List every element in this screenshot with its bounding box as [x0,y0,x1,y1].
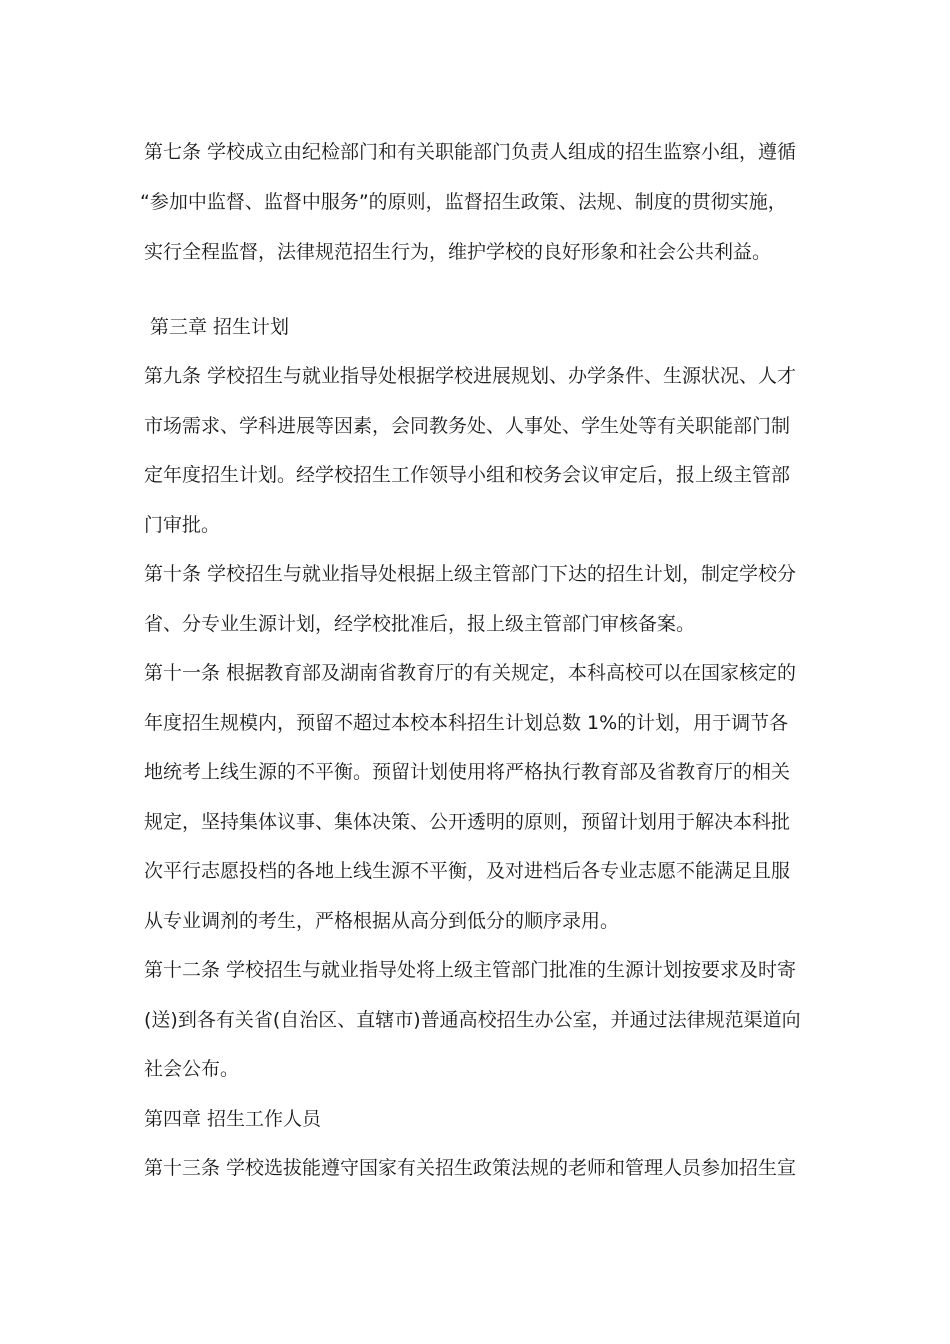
article-11-line-2: 年度招生规模内，预留不超过本校本科招生计划总数 1%的计划，用于调节各 [144,712,789,734]
article-9-line-2: 市场需求、学科进展等因素，会同教务处、人事处、学生处等有关职能部门制 [144,415,791,437]
article-7-line-2: “参加中监督、监督中服务”的原则，监督招生政策、法规、制度的贯彻实施， [140,191,787,213]
article-11-line-6: 从专业调剂的考生，严格根据从高分到低分的顺序录用。 [144,910,620,932]
article-10-line-1: 第十条 学校招生与就业指导处根据上级主管部门下达的招生计划，制定学校分 [144,563,797,585]
article-9-line-3: 定年度招生计划。经学校招生工作领导小组和校务会议审定后，报上级主管部 [144,464,791,486]
article-12-line-2: (送)到各有关省(自治区、直辖市)普通高校招生办公室，并通过法律规范渠道向 [144,1009,801,1031]
article-9-line-1: 第九条 学校招生与就业指导处根据学校进展规划、办学条件、生源状况、人才 [144,365,797,387]
article-11-line-3: 地统考上线生源的不平衡。预留计划使用将严格执行教育部及省教育厅的相关 [144,761,791,783]
chapter-3-heading: 第三章 招生计划 [150,316,290,338]
article-9-line-4: 门审批。 [144,514,221,536]
article-11-line-1: 第十一条 根据教育部及湖南省教育厅的有关规定，本科高校可以在国家核定的 [144,662,797,684]
article-11-line-5: 次平行志愿投档的各地上线生源不平衡，及对进档后各专业志愿不能满足且服 [144,860,791,882]
article-13-line-1: 第十三条 学校选拔能遵守国家有关招生政策法规的老师和管理人员参加招生宣 [144,1157,797,1179]
article-7-line-1: 第七条 学校成立由纪检部门和有关职能部门负责人组成的招生监察小组，遵循 [144,141,797,163]
article-7-line-3: 实行全程监督，法律规范招生行为，维护学校的良好形象和社会公共利益。 [144,241,772,263]
chapter-4-heading: 第四章 招生工作人员 [144,1108,322,1130]
article-12-line-1: 第十二条 学校招生与就业指导处将上级主管部门批准的生源计划按要求及时寄 [144,959,797,981]
article-12-line-3: 社会公布。 [144,1058,240,1080]
article-10-line-2: 省、分专业生源计划，经学校批准后，报上级主管部门审核备案。 [144,613,696,635]
article-11-line-4: 规定，坚持集体议事、集体决策、公开透明的原则，预留计划用于解决本科批 [144,811,791,833]
